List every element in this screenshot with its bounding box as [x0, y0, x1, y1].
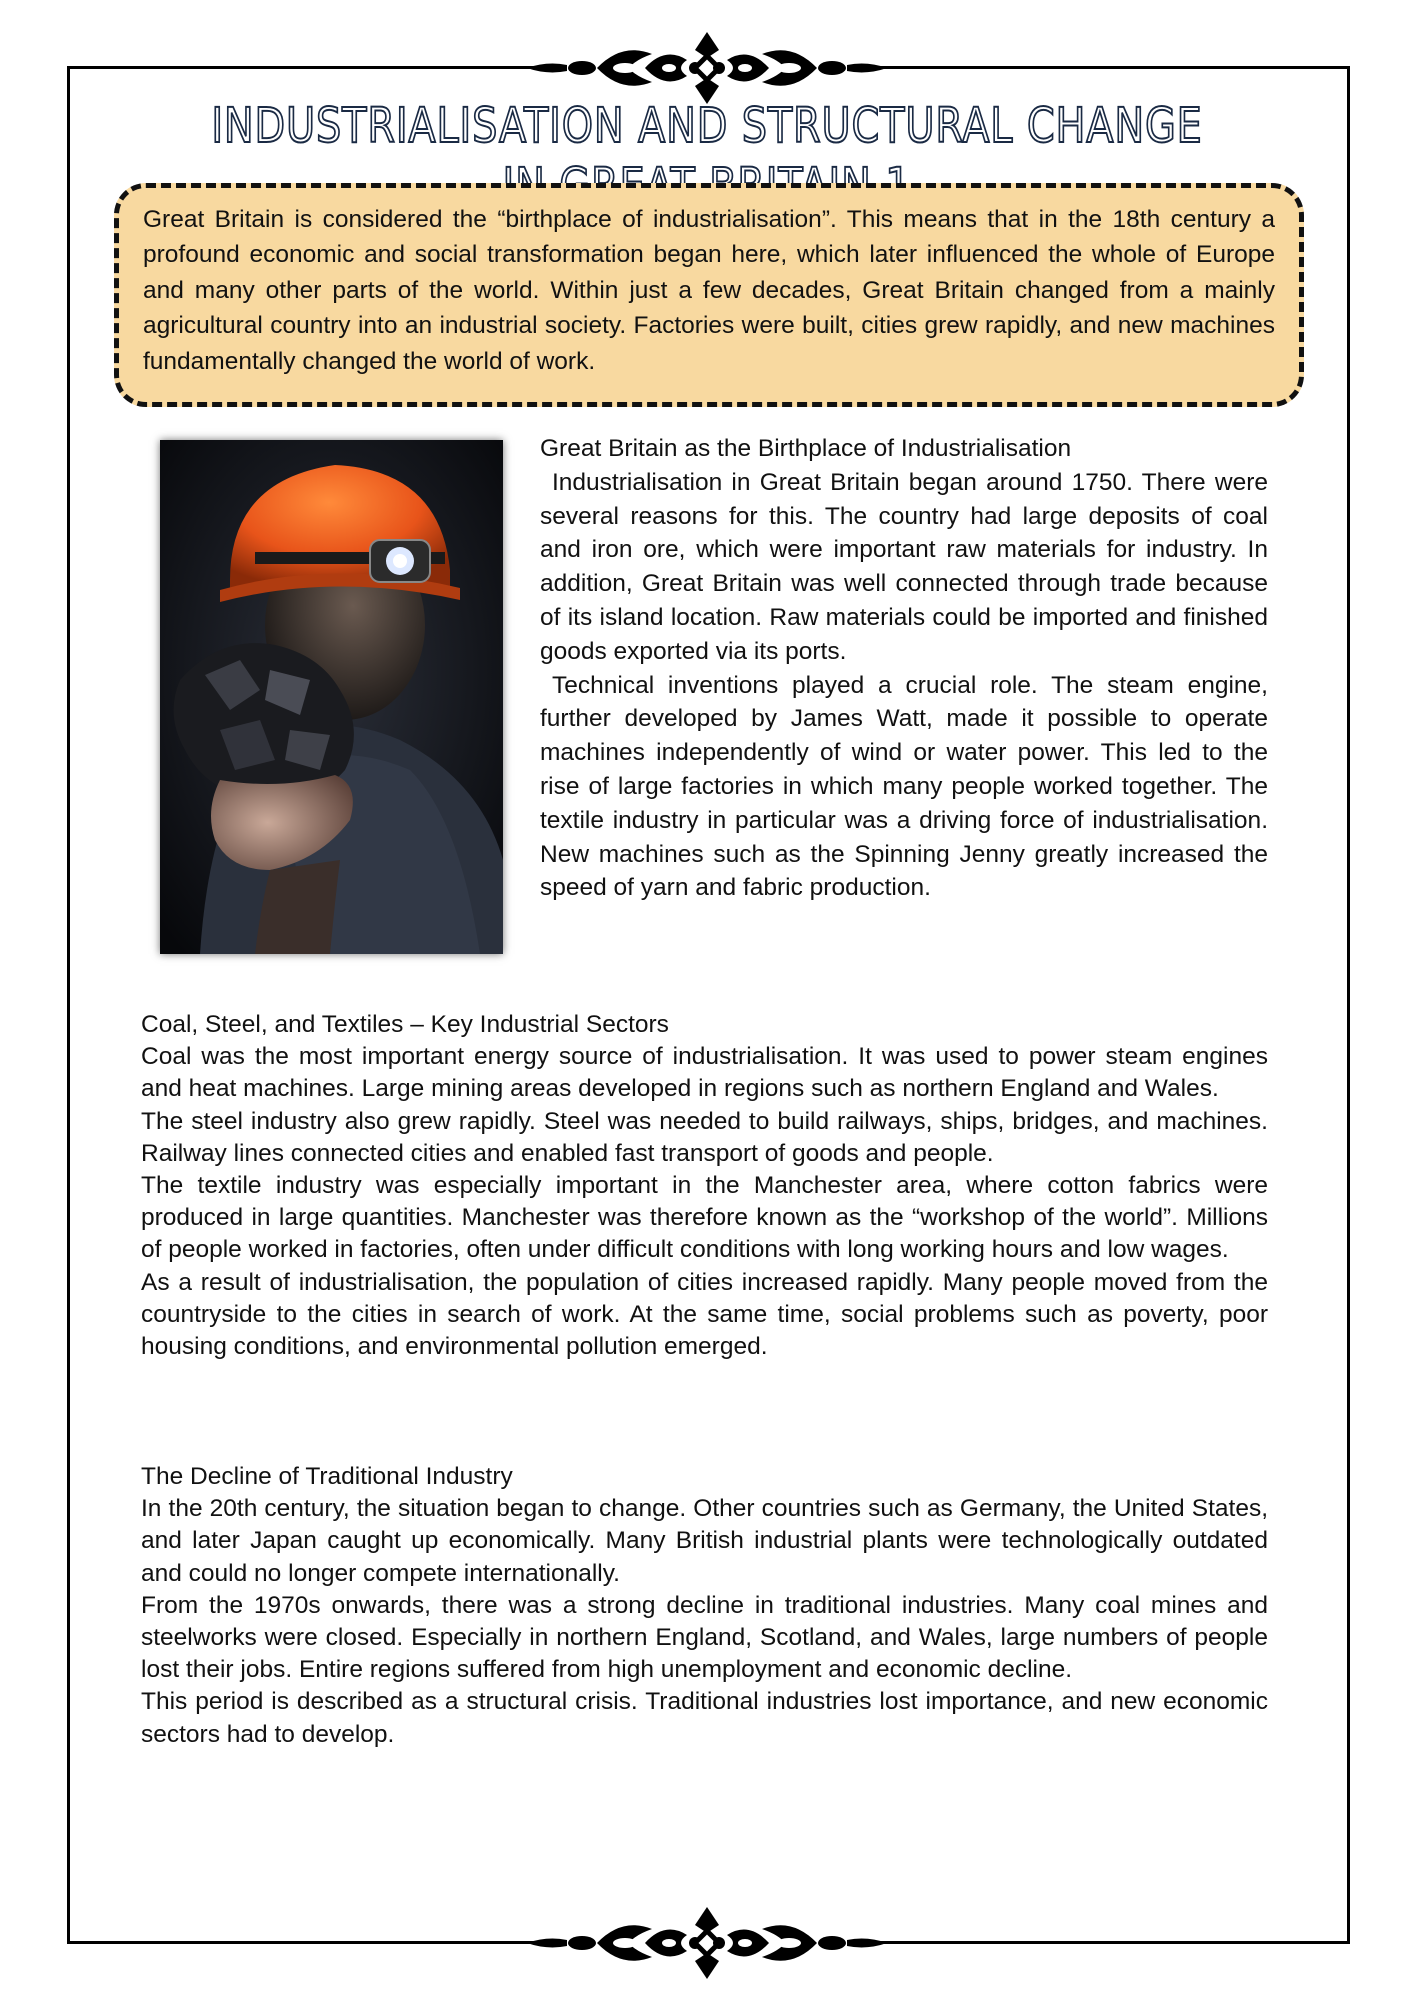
intro-box — [114, 183, 1304, 407]
paragraph: This period is described as a structural crisis. Traditional industries lost importance, and new economic sectors had to develop. — [141, 1688, 1268, 1748]
frame-bottom-right — [877, 1941, 1350, 1944]
section-heading: Great Britain as the Birthplace of Industrialisation — [540, 435, 1072, 462]
paragraph: The steel industry also grew rapidly. Steel was needed to build railways, ships, bridges, and machines. Railway lines connected cities and enabled fast transport of goods and people. — [141, 1107, 1268, 1167]
paragraph: From the 1970s onwards, there was a strong decline in traditional industries. Many coal mines and steelworks were closed. Especially in northern England, Scotland, and Wales, large numbers of people lost their jobs. Entire regions suffered from high unemployment and economic decline. — [141, 1591, 1268, 1684]
coal-miner-photo — [160, 440, 503, 954]
paragraph: In the 20th century, the situation began to change. Other countries such as Germany, the United States, and later Japan caught up economically. Many British industrial plants were technologically outdated and could no longer compete internationally. — [141, 1495, 1268, 1587]
section-heading: The Decline of Traditional Industry — [141, 1463, 513, 1490]
frame-top-left — [67, 66, 537, 69]
page-title: INDUSTRIALISATION AND STRUCTURAL CHANGE — [211, 98, 1203, 154]
paragraph: As a result of industrialisation, the population of cities increased rapidly. Many people moved from the countryside to the cities in search of work. At the same time, social problems such as poverty, poor housing conditions, and environmental pollution emerged. — [141, 1268, 1268, 1361]
frame-bottom-left — [67, 1941, 537, 1944]
section-decline — [141, 1461, 1268, 1751]
section-heading: Coal, Steel, and Textiles – Key Industrial Sectors — [141, 1011, 669, 1038]
paragraph: The textile industry was especially important in the Manchester area, where cotton fabrics were produced in large quantities. Manchester was therefore known as the “workshop of the world”. Millions of people worked in factories, often under difficult conditions with long working hours and low wages. — [141, 1172, 1268, 1264]
paragraph: Industrialisation in Great Britain began around 1750. There were several reasons for this. The country had large deposits of coal and iron ore, which were important raw materials for industry. In addition, Great Britain was well connected through trade because of its island location. Raw materials could be imported and finished goods exported via its ports. — [540, 468, 1268, 665]
flourish-ornament-icon — [527, 1903, 887, 1983]
frame-left — [67, 66, 70, 1944]
frame-top-right — [877, 66, 1350, 69]
section-birthplace — [540, 432, 1268, 905]
paragraph: Technical inventions played a crucial role. The steam engine, further developed by James Watt, made it possible to operate machines independently of wind or water power. This led to the rise of large factories in which many people worked together. The textile industry in particular was a driving force of industrialisation. New machines such as the Spinning Jenny greatly increased the speed of yarn and fabric production. — [540, 671, 1268, 902]
frame-right — [1347, 66, 1350, 1944]
paragraph: Coal was the most important energy source of industrialisation. It was used to power steam engines and heat machines. Large mining areas developed in regions such as northern England and Wales. — [141, 1043, 1268, 1103]
section-key-sectors — [141, 1009, 1268, 1363]
intro-text: Great Britain is considered the “birthplace of industrialisation”. This means that in the 18th century a profound economic and social transformation began here, which later influenced the whole of Europe and many other parts of the world. Within just a few decades, Great Britain changed from a mainly agricultural country into an industrial society. Factories were built, cities grew rapidly, and new machines fundamentally changed the world of work. — [143, 206, 1275, 375]
